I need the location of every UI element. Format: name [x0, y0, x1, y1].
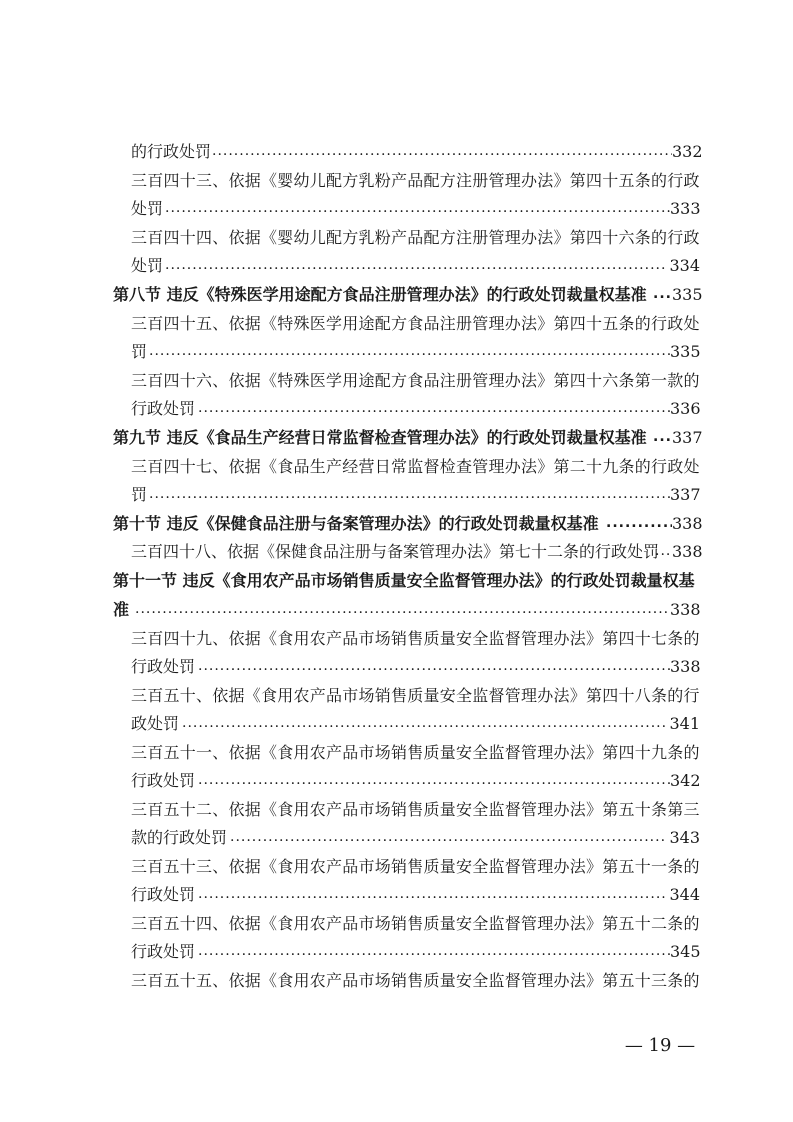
toc-entry[interactable]: [0, 369, 793, 393]
toc-entry-text: 三 百 五 十 三 、 依 据 《 食 用 农 产 品 市 场 销 售 质 量 安 全 监 督 管 理 办 法 》 第 五 十 一 条 的: [131, 857, 700, 876]
dot-leader: [149, 483, 670, 507]
dot-leader: [606, 512, 672, 536]
toc-entry-continuation[interactable]: [0, 940, 793, 964]
toc-entry-text: 政处罚: [131, 714, 180, 733]
toc-entry-text: 三 百 五 十 五 、 依 据 《 食 用 农 产 品 市 场 销 售 质 量 安 全 监 督 管 理 办 法 》 第 五 十 三 条 的: [131, 971, 700, 990]
page-number: 335: [670, 342, 701, 361]
dot-leader: [182, 712, 668, 736]
toc-section-text: 第十节 违反《保健食品注册与备案管理办法》的行政处罚裁量权基准: [113, 514, 599, 533]
toc-entry-continuation[interactable]: [0, 883, 793, 907]
page-number: 334: [669, 256, 700, 275]
toc-entry-text: 行政处罚: [131, 657, 196, 676]
toc-section-continuation[interactable]: [0, 598, 793, 622]
toc-entry-text: 的行政处罚: [131, 142, 212, 161]
toc-entry[interactable]: [0, 798, 793, 822]
toc-entry[interactable]: [0, 140, 793, 164]
toc-section-text: 准: [113, 600, 130, 619]
toc-section-heading[interactable]: [0, 426, 793, 450]
toc-entry-continuation[interactable]: [0, 254, 793, 278]
page-number: 341: [669, 714, 700, 733]
toc-entry[interactable]: [0, 969, 793, 993]
page-footer-number: — 19 —: [624, 1035, 696, 1056]
toc-entry-text: 三 百 四 十 七 、 依 据 《 食 品 生 产 经 营 日 常 监 督 检 查 管 理 办 法 》 第 二 十 九 条 的 行 政 处: [131, 457, 700, 476]
toc-entry-text: 三 百 四 十 九 、 依 据 《 食 用 农 产 品 市 场 销 售 质 量 安 全 监 督 管 理 办 法 》 第 四 十 七 条 的: [131, 629, 700, 648]
dot-leader: [198, 883, 665, 907]
dot-leader: [165, 197, 670, 221]
page-number: 336: [670, 399, 701, 418]
page-number: 345: [670, 942, 701, 961]
toc-entry-text: 三 百 五 十 一 、 依 据 《 食 用 农 产 品 市 场 销 售 质 量 安 全 监 督 管 理 办 法 》 第 四 十 九 条 的: [131, 743, 700, 762]
dot-leader: [655, 540, 672, 564]
toc-entry-text: 行政处罚: [131, 942, 196, 961]
toc-entry-continuation[interactable]: [0, 483, 793, 507]
toc-entry-text: 款的行政处罚: [131, 828, 228, 847]
toc-entry-continuation[interactable]: [0, 655, 793, 679]
dot-leader: [198, 940, 670, 964]
toc-entry-text: 行政处罚: [131, 399, 196, 418]
page-number: 333: [670, 199, 701, 218]
toc-section-text: 第八节 违反《特殊医学用途配方食品注册管理办法》的行政处罚裁量权基准: [113, 285, 647, 304]
toc-section-heading[interactable]: [0, 512, 793, 536]
page-number: 338: [672, 514, 703, 533]
page-number: 338: [670, 657, 701, 676]
page-number: 338: [672, 542, 703, 561]
toc-entry-text: 处罚: [131, 199, 164, 218]
toc-section-text: 第十一节 违反《食用农产品市场销售质量安全监督管理办法》的行政处罚裁量权基: [113, 571, 695, 590]
toc-entry-continuation[interactable]: [0, 712, 793, 736]
toc-entry-text: 三 百 四 十 四 、 依 据 《 婴 幼 儿 配 方 乳 粉 产 品 配 方 注 册 管 理 办 法 》 第 四 十 六 条 的 行 政: [131, 228, 700, 247]
dot-leader: [653, 426, 672, 450]
toc-entry-continuation[interactable]: [0, 769, 793, 793]
dot-leader: [149, 340, 670, 364]
toc-entry-text: 行政处罚: [131, 885, 196, 904]
page-number: 332: [672, 142, 703, 161]
dot-leader: [198, 769, 670, 793]
page-number: 344: [669, 885, 700, 904]
toc-section-heading[interactable]: [0, 569, 793, 593]
toc-entry[interactable]: [0, 455, 793, 479]
dot-leader: [212, 140, 672, 164]
toc-entry-text: 三 百 五 十 、 依 据 《 食 用 农 产 品 市 场 销 售 质 量 安 全 监 督 管 理 办 法 》 第 四 十 八 条 的 行: [131, 686, 700, 705]
toc-entry-text: 罚: [131, 485, 148, 504]
toc-entry[interactable]: [0, 226, 793, 250]
dot-leader: [230, 826, 665, 850]
page-number: 342: [670, 771, 701, 790]
toc-entry-continuation[interactable]: [0, 340, 793, 364]
page-number: 338: [670, 600, 701, 619]
toc-entry[interactable]: [0, 912, 793, 936]
toc-entry-text: 三百四十八、依据《保健食品注册与备案管理办法》第七十二条的行政处罚: [131, 542, 660, 561]
toc-entry[interactable]: [0, 540, 793, 564]
toc-entry[interactable]: [0, 627, 793, 651]
toc-entry-continuation[interactable]: [0, 397, 793, 421]
toc-entry-text: 三 百 五 十 四 、 依 据 《 食 用 农 产 品 市 场 销 售 质 量 安 全 监 督 管 理 办 法 》 第 五 十 二 条 的: [131, 914, 700, 933]
toc-entry-text: 三 百 四 十 六 、 依 据 《 特 殊 医 学 用 途 配 方 食 品 注 册 管 理 办 法 》 第 四 十 六 条 第 一 款 的: [131, 371, 700, 390]
toc-entry-text: 三 百 四 十 三 、 依 据 《 婴 幼 儿 配 方 乳 粉 产 品 配 方 注 册 管 理 办 法 》 第 四 十 五 条 的 行 政: [131, 171, 700, 190]
toc-entry[interactable]: [0, 684, 793, 708]
page-number: 343: [669, 828, 700, 847]
dot-leader: [653, 283, 672, 307]
toc-section-text: 第九节 违反《食品生产经营日常监督检查管理办法》的行政处罚裁量权基准: [113, 428, 647, 447]
dot-leader: [198, 655, 670, 679]
toc-entry[interactable]: [0, 855, 793, 879]
toc-entry-text: 三 百 四 十 五 、 依 据 《 特 殊 医 学 用 途 配 方 食 品 注 册 管 理 办 法 》 第 四 十 五 条 的 行 政 处: [131, 314, 700, 333]
dot-leader: [135, 598, 670, 622]
toc-section-heading[interactable]: [0, 283, 793, 307]
page-number: 335: [672, 285, 703, 304]
toc-entry-continuation[interactable]: [0, 826, 793, 850]
page-number: 337: [670, 485, 701, 504]
toc-entry[interactable]: [0, 169, 793, 193]
dot-leader: [198, 397, 670, 421]
toc-entry-continuation[interactable]: [0, 197, 793, 221]
toc-entry[interactable]: [0, 312, 793, 336]
toc-entry-text: 罚: [131, 342, 148, 361]
toc-entry-text: 处罚: [131, 256, 164, 275]
page-number: 337: [672, 428, 703, 447]
toc-entry[interactable]: [0, 741, 793, 765]
toc-entry-text: 行政处罚: [131, 771, 196, 790]
dot-leader: [165, 254, 665, 278]
toc-entry-text: 三 百 五 十 二 、 依 据 《 食 用 农 产 品 市 场 销 售 质 量 安 全 监 督 管 理 办 法 》 第 五 十 条 第 三: [131, 800, 700, 819]
